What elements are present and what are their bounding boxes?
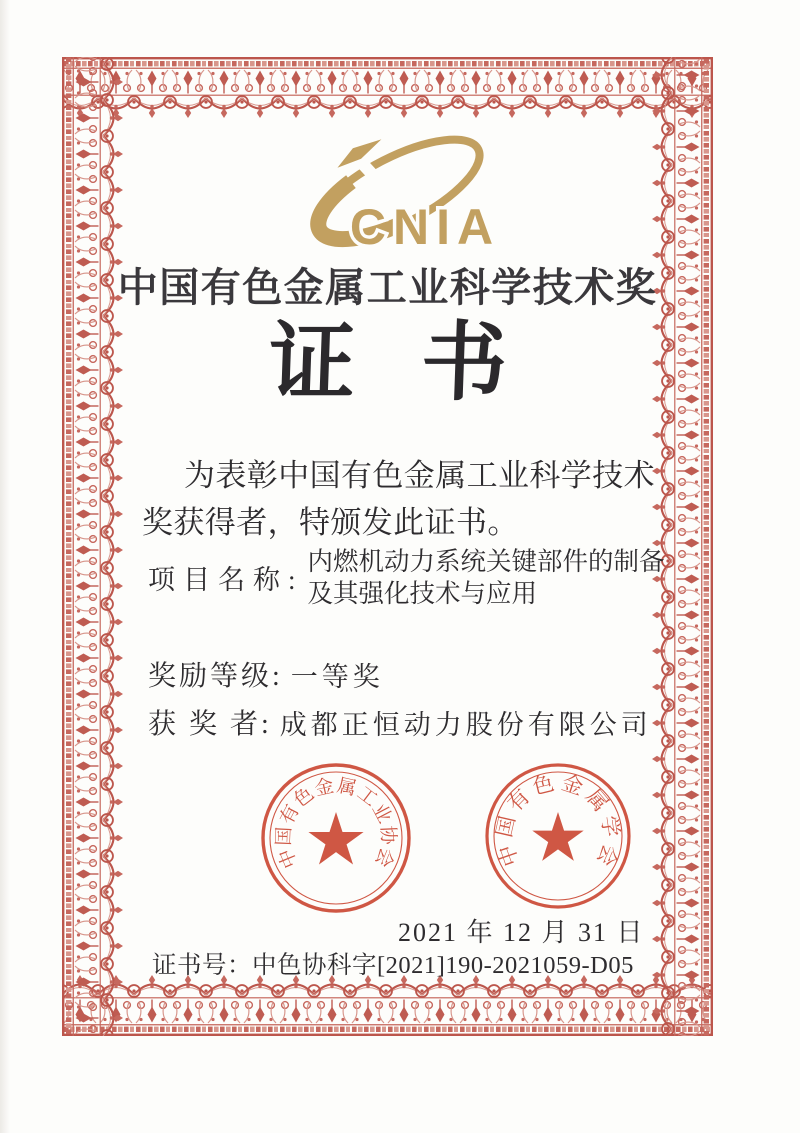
heading-char-2: 书: [418, 315, 509, 411]
project-name-value: 内燃机动力系统关键部件的制备及其强化技术与应用: [307, 547, 665, 608]
society-stamp-icon: [476, 754, 640, 918]
association-stamp-icon: [254, 756, 418, 920]
star-icon: [532, 812, 583, 861]
winner-label: 获 奖 者:: [148, 709, 272, 740]
seal-right-text: 中国有色金属学会: [491, 769, 625, 874]
award-grade-value: 一等奖: [290, 661, 384, 692]
project-name-label: 项目名称:: [148, 565, 304, 596]
award-title: 中国有色金属工业科学技术奖: [117, 265, 658, 310]
cnia-logo: [298, 130, 508, 252]
cnia-swoosh-icon: [298, 130, 508, 252]
seal-society: [476, 754, 640, 918]
certificate-number: 证书号：中色协科字[2021]190-2021059-D05: [152, 952, 634, 979]
commendation-paragraph: 为表彰中国有色金属工业科学技术奖获得者，特颁发此证书。: [142, 458, 655, 541]
award-grade-label: 奖励等级:: [148, 661, 283, 692]
field-project-name: [148, 546, 672, 610]
heading-char-1: 证: [266, 315, 357, 411]
field-winner: [148, 702, 652, 742]
seal-association: [254, 756, 418, 920]
field-award-grade: [148, 654, 384, 694]
issue-date: 2021 年 12 月 31 日: [398, 918, 645, 947]
winner-value: 成都正恒动力股份有限公司: [279, 709, 652, 740]
certificate-heading: [62, 316, 713, 411]
seal-left-text: 中国有色金属工业协会: [273, 775, 399, 872]
star-icon: [308, 812, 363, 864]
svg-text:CNIA: CNIA: [349, 199, 501, 252]
